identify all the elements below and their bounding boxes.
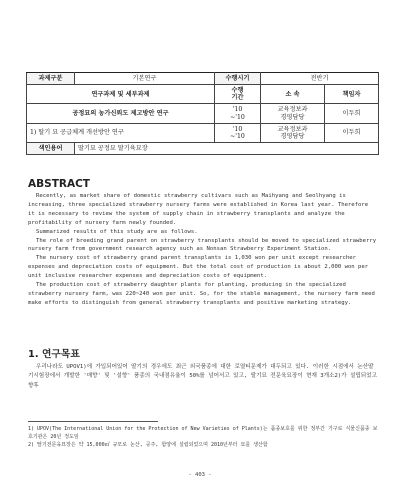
- project-header: 연구과제 및 세부과제: [27, 85, 215, 104]
- abstract-paragraph: The nursery cost of strawberry grand parent transplants is 1,030 won per unit except researcher expenses and depreciation costs of equipment. But the total cost of production is about 2,000 won per unit inclusive researcher expenses and depreciation costs of equipment.: [28, 255, 369, 280]
- abstract-paragraph: The production cost of strawberry daughter plants for planting, producing in the specialized strawberry nursery farm, was 220~240 won per unit. So, for the stable management, the nursery farm need make efforts to distinguish from general strawberry transplants and positive marketing strategy.: [28, 282, 375, 306]
- sub-project-affiliation: 교육정보과 경영담당: [261, 123, 325, 142]
- affiliation-header: 소 속: [261, 85, 325, 104]
- main-project-duration: '10 ~'10: [215, 104, 261, 123]
- table-row: [27, 142, 379, 154]
- table-row: [27, 104, 379, 123]
- main-project-affiliation: 교육정보과 경영담당: [261, 104, 325, 123]
- footnote: 1) UPOV(The International Union for the Protection of New Varieties of Plants)는 품종보호를 위한 정부간 기구로 식물신품종 보호기관은 20년 정도임: [28, 426, 378, 441]
- table-row: [27, 85, 379, 104]
- abstract-title: ABSTRACT: [28, 178, 90, 190]
- sub-project-duration: '10 ~'10: [215, 123, 261, 142]
- period-label: 수행시기: [215, 73, 261, 85]
- footnotes: [28, 425, 378, 450]
- abstract-paragraph: The role of breeding grand parent on strawberry transplants should be moved to specialized strawberry nursery farm from government research agency such as Nonsan Strawberry Experiment Station.: [28, 237, 377, 253]
- lead-header: 책임자: [325, 85, 379, 104]
- table-row: [27, 73, 379, 85]
- section-body: [28, 363, 378, 391]
- abstract-body: [28, 192, 378, 308]
- sub-project-lead: 이두희: [325, 123, 379, 142]
- footnote-divider: [28, 421, 158, 422]
- period-value: 전반기: [261, 73, 379, 85]
- keywords-value: 딸기묘 공정묘 딸기육묘장: [75, 142, 379, 154]
- main-project-lead: 이두희: [325, 104, 379, 123]
- category-value: 기본연구: [75, 73, 215, 85]
- section-paragraph: 우리나라도 UPOV1)에 가입되어있어 딸기의 경우에도 최근 외국품종에 대한 로열티문제가 대두되고 있다. 이러한 시점에서 논산딸기시험장에서 개발한 '매향' 및 '설향' 품종의 국내점유율이 50%를 넘어서고 있고, 딸기묘 전문육묘장이 현재 3개소2)가 설립되었고 향후: [28, 364, 377, 389]
- duration-header: 수행 기간: [215, 85, 261, 104]
- page-number: - 403 -: [188, 472, 212, 478]
- section-title: 1. 연구목표: [28, 349, 80, 360]
- abstract-paragraph: Summarized results of this study are as follows.: [36, 228, 198, 235]
- footnote: 2) 딸기전문육묘장은 약 15,000㎡ 규모로 논산, 공주, 함양에 설립되었으며 2010년부터 묘를 생산함: [28, 442, 268, 449]
- abstract-paragraph: Recently, as market share of domestic strawberry cultivars such as Maihyang and Seolhyang is increasing, three specialized strawberry nursery farms were established in Korea last year. Therefore it is necessary to review the system of supply chain in strawberry transplants and analyze the profitability of nursery farm newly founded.: [28, 193, 369, 226]
- project-info-table: [26, 72, 379, 155]
- category-label: 과제구분: [27, 73, 75, 85]
- sub-project-title: 1) 딸기 묘 공급체계 개선방안 연구: [27, 123, 215, 142]
- main-project-title: 공정묘의 농가신뢰도 제고방안 연구: [27, 104, 215, 123]
- table-row: [27, 123, 379, 142]
- keywords-label: 색인용어: [27, 142, 75, 154]
